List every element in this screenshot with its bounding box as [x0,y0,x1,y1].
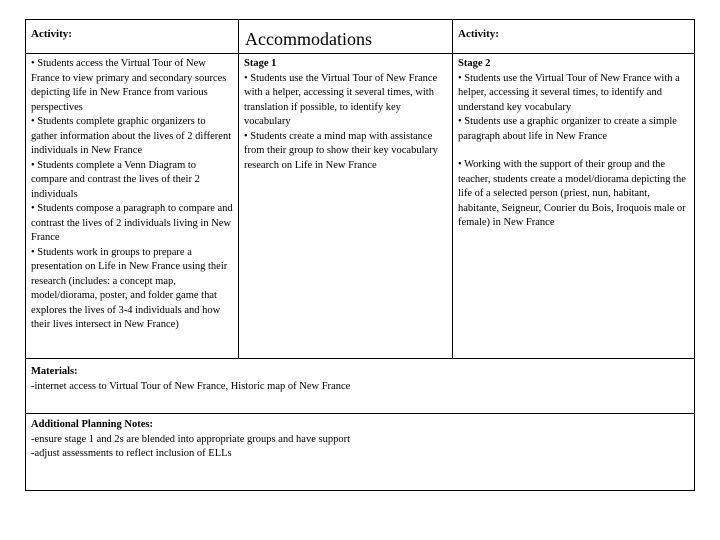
list-item: • Students use the Virtual Tour of New France with a helper, accessing it several times, with translation if possible, to identify key vocabulary [244,72,438,127]
list-item: • Students access the Virtual Tour of New France to view primary and secondary sources depicting life in New France from various perspectives [31,58,227,113]
list-item: • Students use the Virtual Tour of New France with a helper, accessing it several times, to identify and understand key vocabulary [458,72,680,113]
stage-title: Stage 1 [244,58,277,69]
list-item: • Students compose a paragraph to compare and contrast the lives of 2 individuals living in New France [31,203,233,243]
accommodations-stage1 [238,53,453,359]
activity-header-left: Activity: [25,19,239,54]
activity-stage2 [452,53,695,359]
list-item: • Students use a graphic organizer to create a simple paragraph about life in New France [458,116,677,142]
planning-table [25,19,695,491]
materials-text: -internet access to Virtual Tour of New France, Historic map of New France [31,380,351,392]
notes-label: Additional Planning Notes: [31,419,153,430]
list-item: • Students create a mind map with assistance from their group to show their key vocabulary research on Life in New France [244,130,438,171]
planning-notes-section [25,413,695,491]
list-item: • Students complete graphic organizers to gather information about the lives of 2 different individuals in New France [31,116,232,156]
materials-label: Materials: [31,366,78,377]
spacer [458,144,689,158]
activity-header-right: Activity: [452,19,695,54]
accommodations-header: Accommodations [238,19,453,54]
notes-line: -ensure stage 1 and 2s are blended into appropriate groups and have support [31,433,350,445]
list-item: • Students work in groups to prepare a presentation on Life in New France using their research (includes: a concept map, model/diorama, poster, and folder game that explores the lives of 3-4 individuals and how their lives intersect in New France) [31,246,228,330]
list-item: • Students complete a Venn Diagram to compare and contrast the lives of their 2 individuals [31,159,200,200]
activity-list-left [25,53,239,359]
stage-title: Stage 2 [458,58,491,69]
notes-line: -adjust assessments to reflect inclusion of ELLs [31,448,232,459]
list-item: • Working with the support of their group and the teacher, students create a model/diorama depicting the life of a selected person (priest, nun, habitant, habitante, Seigneur, Courier du Bois, Iroquois male or female) in New France [458,159,686,228]
materials-section [25,358,695,414]
